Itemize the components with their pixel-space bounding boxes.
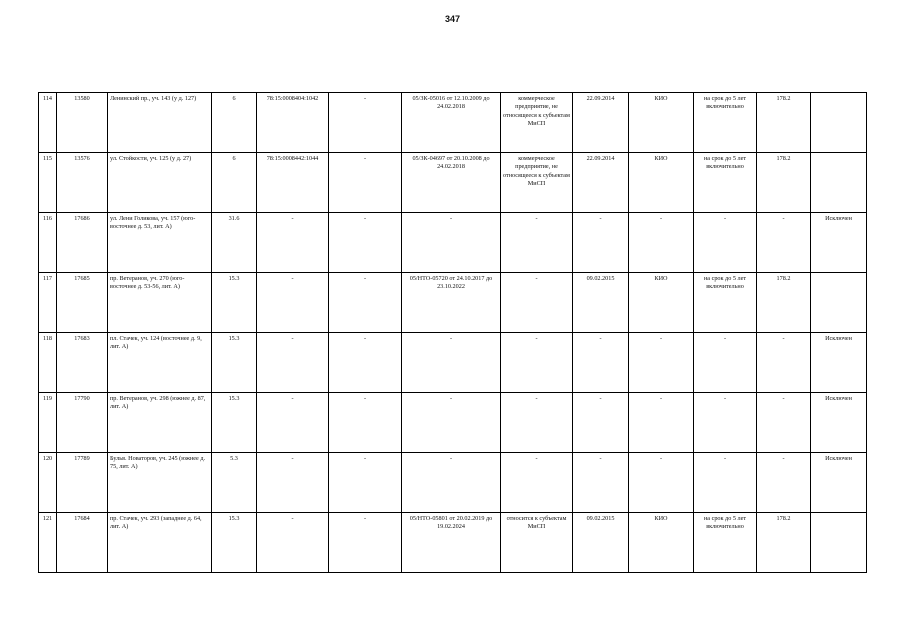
cell-subject-status: относится к субъектам МиСП xyxy=(501,513,573,573)
cell-object-id: 17683 xyxy=(57,333,108,393)
cell-object-id: 13580 xyxy=(57,93,108,153)
cell-area: 15.3 xyxy=(212,273,257,333)
cell-object-id: 17685 xyxy=(57,273,108,333)
cell-authority: КИО xyxy=(629,273,694,333)
cell-cadastral-number: - xyxy=(257,273,329,333)
table-row xyxy=(39,333,867,393)
cell-term: на срок до 5 лет включительно xyxy=(694,153,757,213)
cell-inclusion-date: - xyxy=(573,213,629,273)
cell-object-id: 17789 xyxy=(57,453,108,513)
cell-note xyxy=(811,513,867,573)
cell-address: пр. Ветеранов, уч. 270 (юго-восточнее д. 53-56, лит. А) xyxy=(108,273,212,333)
cell-address: Ленинский пр., уч. 143 (у д. 127) xyxy=(108,93,212,153)
cell-address: пл. Стачек, уч. 124 (восточнее д. 9, лит. А) xyxy=(108,333,212,393)
cell-rate: 178.2 xyxy=(757,513,811,573)
cell-extra-field: - xyxy=(329,93,402,153)
cell-row-index: 114 xyxy=(39,93,57,153)
table-row xyxy=(39,393,867,453)
cell-note xyxy=(811,273,867,333)
cell-authority: КИО xyxy=(629,93,694,153)
cell-area: 15.3 xyxy=(212,393,257,453)
cell-row-index: 116 xyxy=(39,213,57,273)
cell-row-index: 121 xyxy=(39,513,57,573)
cell-cadastral-number: 78:15:0008442:1044 xyxy=(257,153,329,213)
cell-cadastral-number: - xyxy=(257,513,329,573)
cell-inclusion-date: 22.09.2014 xyxy=(573,153,629,213)
cell-extra-field: - xyxy=(329,153,402,213)
cell-inclusion-date: 09.02.2015 xyxy=(573,513,629,573)
cell-term: - xyxy=(694,333,757,393)
cell-authority: - xyxy=(629,213,694,273)
cell-authority: - xyxy=(629,453,694,513)
cell-object-id: 17790 xyxy=(57,393,108,453)
cell-area: 5.3 xyxy=(212,453,257,513)
cell-address: ул. Лени Голикова, уч. 157 (юго-восточнее д. 53, лит. А) xyxy=(108,213,212,273)
cell-contract: 05/НТО-05801 от 20.02.2019 до 19.02.2024 xyxy=(402,513,501,573)
cell-cadastral-number: - xyxy=(257,453,329,513)
cell-subject-status: - xyxy=(501,273,573,333)
cell-authority: КИО xyxy=(629,513,694,573)
cell-extra-field: - xyxy=(329,213,402,273)
cell-row-index: 119 xyxy=(39,393,57,453)
cell-rate: 178.2 xyxy=(757,273,811,333)
cell-extra-field: - xyxy=(329,393,402,453)
cell-address: Бульв. Новаторов, уч. 245 (южнее д. 75, лит. А) xyxy=(108,453,212,513)
cell-authority: КИО xyxy=(629,153,694,213)
cell-inclusion-date: - xyxy=(573,453,629,513)
cell-area: 6 xyxy=(212,93,257,153)
cell-address: пр. Стачек, уч. 293 (западнее д. 64, лит. А) xyxy=(108,513,212,573)
cell-subject-status: - xyxy=(501,393,573,453)
cell-row-index: 118 xyxy=(39,333,57,393)
cell-cadastral-number: - xyxy=(257,213,329,273)
table-row xyxy=(39,93,867,153)
cell-subject-status: - xyxy=(501,333,573,393)
cell-rate: - xyxy=(757,393,811,453)
cell-cadastral-number: - xyxy=(257,333,329,393)
cell-address: ул. Стойкости, уч. 125 (у д. 27) xyxy=(108,153,212,213)
cell-extra-field: - xyxy=(329,453,402,513)
cell-authority: - xyxy=(629,393,694,453)
cell-note: Исключен xyxy=(811,453,867,513)
cell-rate: - xyxy=(757,453,811,513)
cell-inclusion-date: - xyxy=(573,393,629,453)
cell-note xyxy=(811,153,867,213)
cell-object-id: 17684 xyxy=(57,513,108,573)
cell-inclusion-date: - xyxy=(573,333,629,393)
cell-subject-status: - xyxy=(501,453,573,513)
cell-row-index: 117 xyxy=(39,273,57,333)
cell-term: - xyxy=(694,453,757,513)
table-row xyxy=(39,153,867,213)
table-row xyxy=(39,513,867,573)
cell-area: 15.3 xyxy=(212,333,257,393)
cell-cadastral-number: 78:15:0008404:1042 xyxy=(257,93,329,153)
cell-term: - xyxy=(694,393,757,453)
cell-object-id: 17686 xyxy=(57,213,108,273)
cell-note xyxy=(811,93,867,153)
registry-table xyxy=(38,92,867,573)
cell-inclusion-date: 22.09.2014 xyxy=(573,93,629,153)
cell-note: Исключен xyxy=(811,333,867,393)
cell-note: Исключен xyxy=(811,393,867,453)
table-row xyxy=(39,213,867,273)
cell-extra-field: - xyxy=(329,513,402,573)
cell-subject-status: коммерческое предприятие, не относящееся к субъектам МиСП xyxy=(501,93,573,153)
cell-object-id: 13576 xyxy=(57,153,108,213)
cell-contract: - xyxy=(402,393,501,453)
cell-row-index: 115 xyxy=(39,153,57,213)
cell-note: Исключен xyxy=(811,213,867,273)
cell-term: - xyxy=(694,213,757,273)
cell-area: 15.3 xyxy=(212,513,257,573)
cell-rate: 178.2 xyxy=(757,153,811,213)
cell-area: 6 xyxy=(212,153,257,213)
cell-contract: - xyxy=(402,453,501,513)
cell-address: пр. Ветеранов, уч. 298 (южнее д. 87, лит. А) xyxy=(108,393,212,453)
cell-rate: - xyxy=(757,213,811,273)
cell-subject-status: коммерческое предприятие, не относящееся к субъектам МиСП xyxy=(501,153,573,213)
table-row xyxy=(39,273,867,333)
cell-rate: 178.2 xyxy=(757,93,811,153)
cell-contract: 05/ЗК-04697 от 20.10.2008 до 24.02.2018 xyxy=(402,153,501,213)
cell-term: на срок до 5 лет включительно xyxy=(694,273,757,333)
cell-term: на срок до 5 лет включительно xyxy=(694,513,757,573)
cell-cadastral-number: - xyxy=(257,393,329,453)
cell-row-index: 120 xyxy=(39,453,57,513)
table-row xyxy=(39,453,867,513)
cell-contract: 05/ЗК-05016 от 12.10.2009 до 24.02.2018 xyxy=(402,93,501,153)
cell-contract: 05/НТО-05720 от 24.10.2017 до 23.10.2022 xyxy=(402,273,501,333)
cell-contract: - xyxy=(402,213,501,273)
cell-extra-field: - xyxy=(329,333,402,393)
cell-rate: - xyxy=(757,333,811,393)
cell-term: на срок до 5 лет включительно xyxy=(694,93,757,153)
cell-area: 31.6 xyxy=(212,213,257,273)
page-number: 347 xyxy=(444,14,461,24)
cell-contract: - xyxy=(402,333,501,393)
cell-authority: - xyxy=(629,333,694,393)
cell-subject-status: - xyxy=(501,213,573,273)
cell-extra-field: - xyxy=(329,273,402,333)
cell-inclusion-date: 09.02.2015 xyxy=(573,273,629,333)
